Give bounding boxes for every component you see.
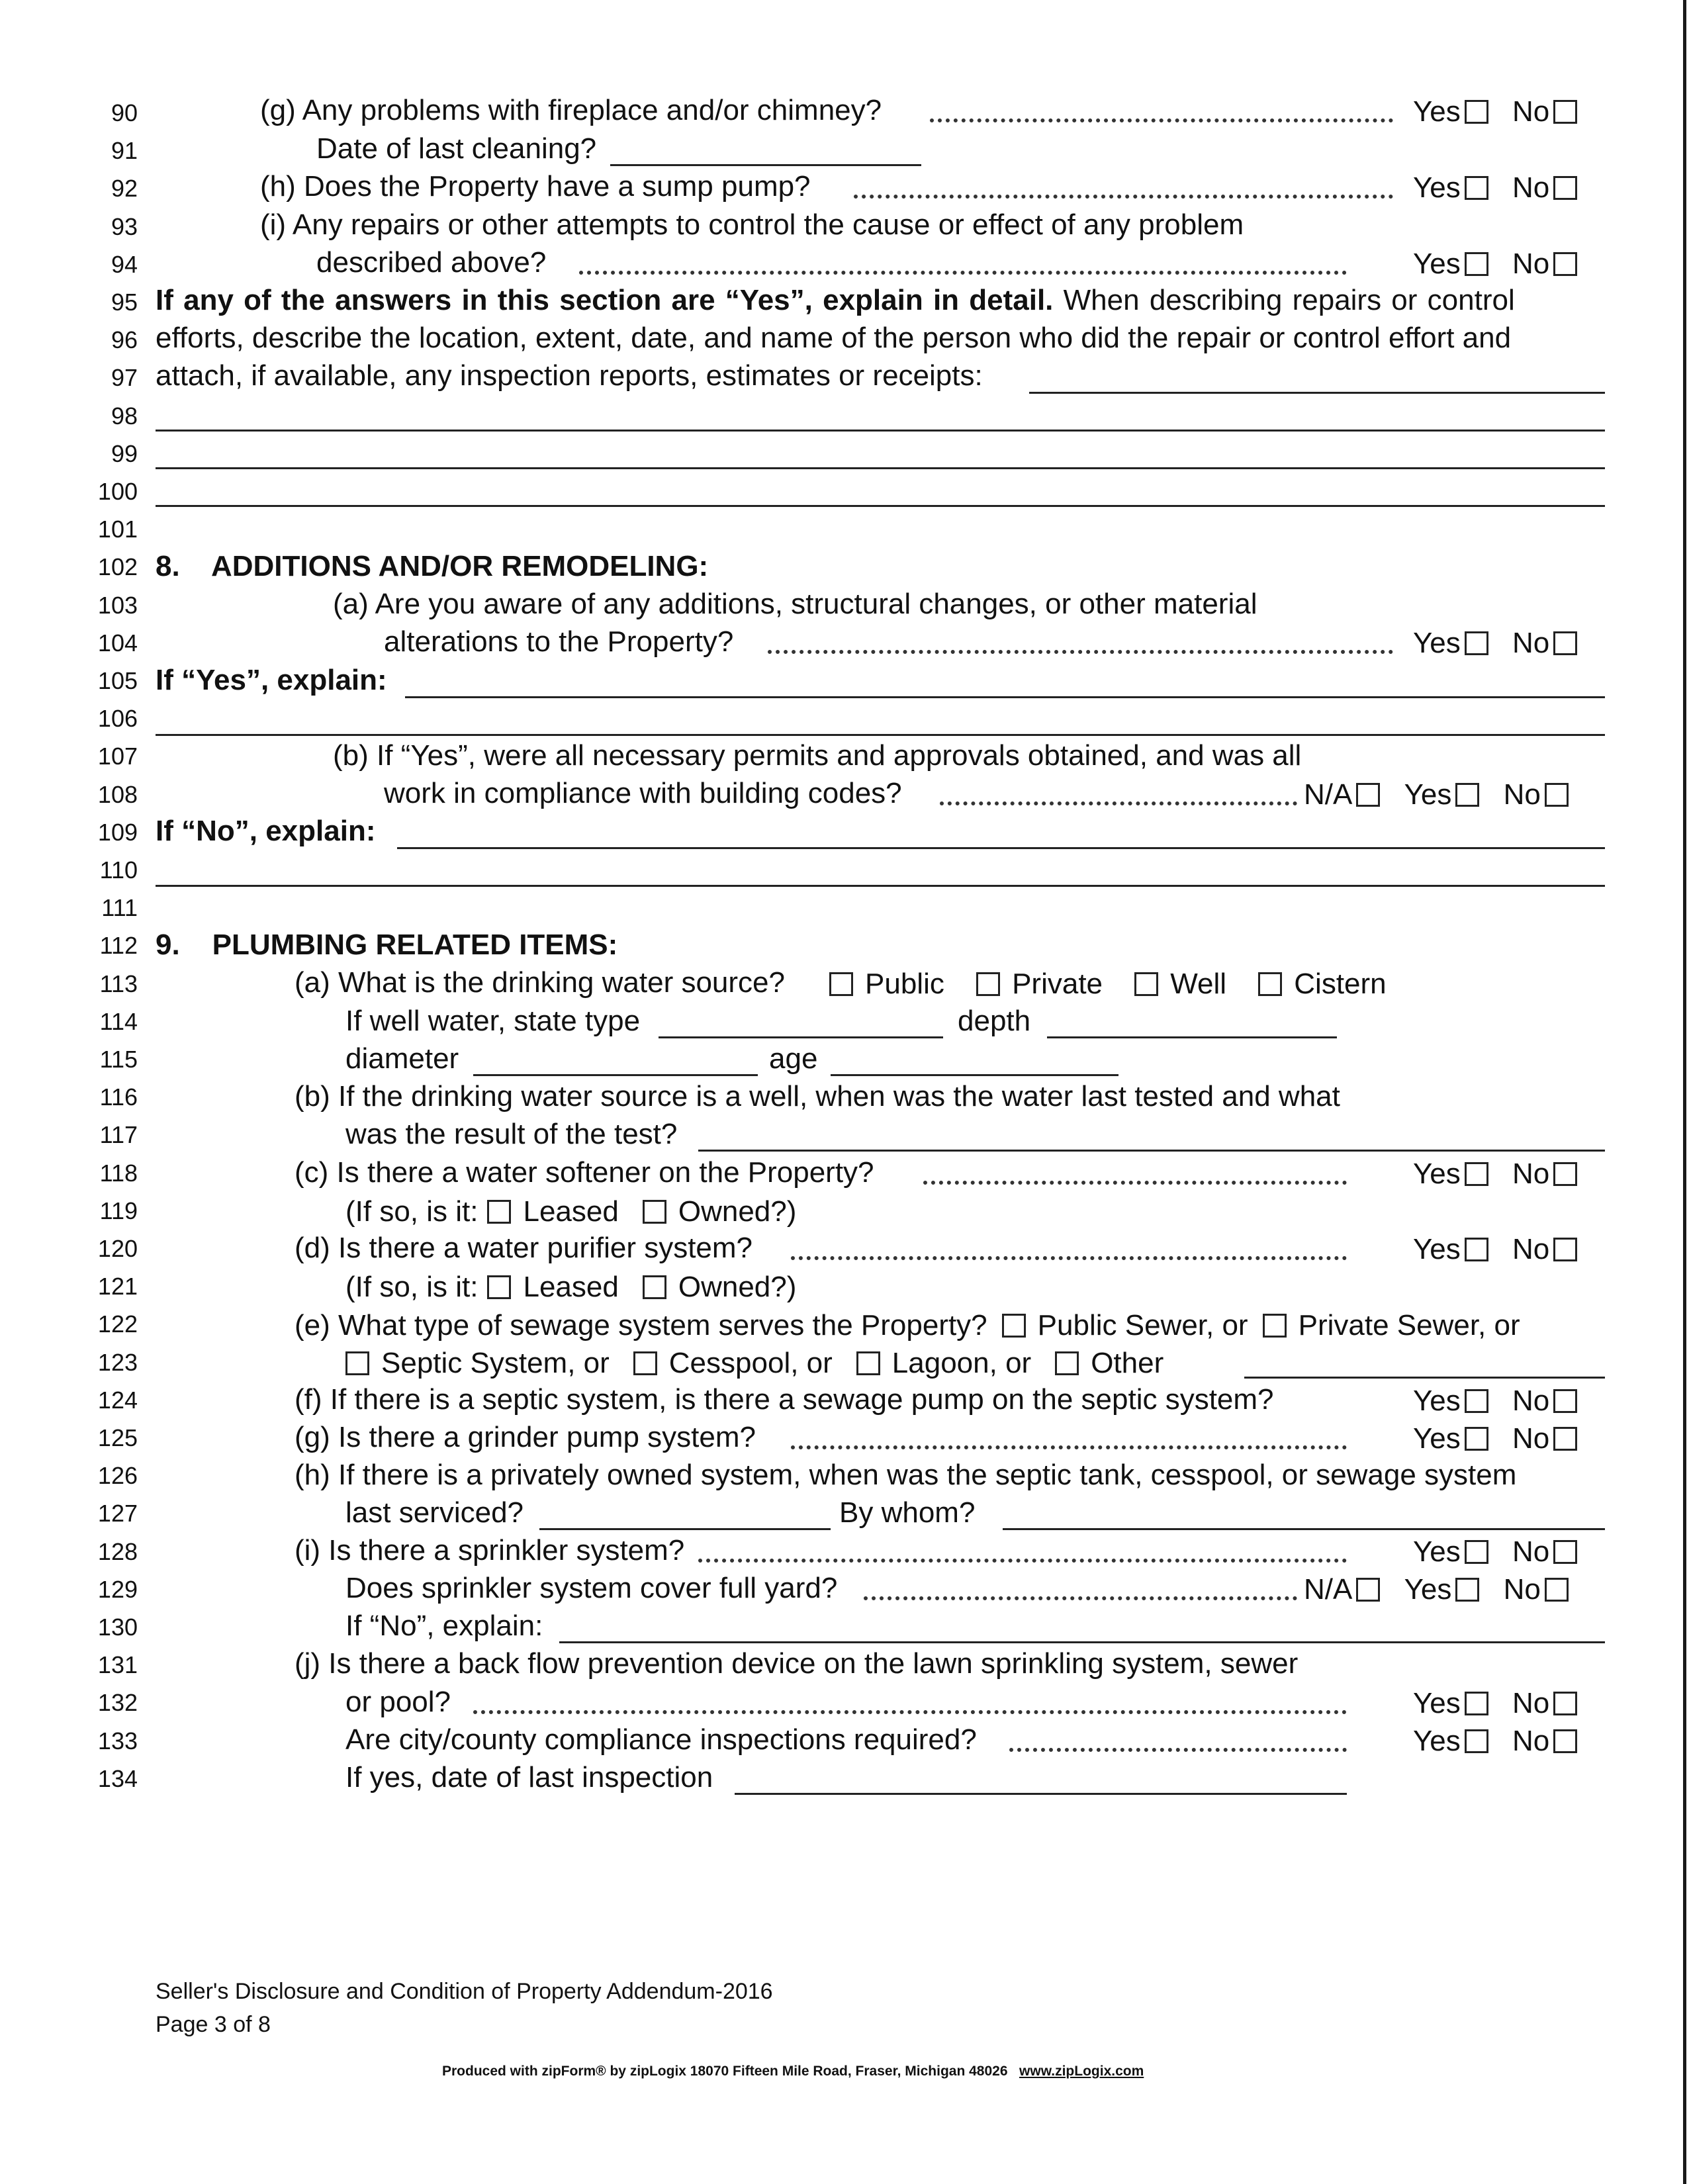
- well-water-checkbox[interactable]: [1134, 972, 1158, 996]
- yes-checkbox[interactable]: [1465, 1427, 1488, 1451]
- other-sewage-field[interactable]: [1244, 1377, 1605, 1379]
- no-label: No: [1512, 627, 1550, 660]
- q9f-yes-no: [1413, 1383, 1581, 1418]
- line-number: 108: [97, 780, 138, 808]
- yes-label: Yes: [1413, 1422, 1461, 1455]
- footer-produced-by: [442, 2064, 1144, 2079]
- q9e-row2: [345, 1345, 1187, 1380]
- no-checkbox[interactable]: [1553, 1389, 1577, 1413]
- q7g-yes-no: [1413, 94, 1581, 128]
- q9g-text: (g) Is there a grinder pump system?: [295, 1421, 756, 1453]
- well-age-field[interactable]: [831, 1074, 1118, 1076]
- q8a-explain-field[interactable]: [405, 696, 1605, 698]
- yes-label: Yes: [1413, 248, 1461, 281]
- q7h-yes-no: [1413, 170, 1581, 205]
- q8a-text-cont: alterations to the Property?: [384, 625, 734, 658]
- na-label: N/A: [1304, 778, 1353, 811]
- sec7-explain-field-line[interactable]: [156, 505, 1605, 507]
- well-diameter-field[interactable]: [473, 1074, 758, 1076]
- q9a-text: (a) What is the drinking water source?: [295, 966, 785, 999]
- line-number: 121: [97, 1273, 138, 1300]
- line-number: 133: [97, 1727, 138, 1754]
- no-checkbox[interactable]: [1553, 1540, 1577, 1564]
- q9j-last-inspection-label: If yes, date of last inspection: [345, 1761, 713, 1794]
- yes-checkbox[interactable]: [1455, 1578, 1479, 1602]
- no-label: No: [1512, 1385, 1550, 1418]
- yes-label: Yes: [1413, 1535, 1461, 1569]
- leader-dots: [930, 114, 1393, 122]
- q8b-na-yes-no: [1304, 777, 1573, 811]
- no-checkbox[interactable]: [1553, 252, 1577, 276]
- q8a-explain-label: If “Yes”, explain:: [156, 664, 387, 696]
- well-water-label: Well: [1170, 968, 1227, 1001]
- line-number: 91: [111, 137, 138, 165]
- line-number: 110: [99, 856, 138, 884]
- section-9-heading: 9. PLUMBING RELATED ITEMS:: [156, 929, 618, 961]
- no-label: No: [1512, 1535, 1550, 1569]
- other-sewage-label: Other: [1091, 1347, 1164, 1380]
- yes-checkbox[interactable]: [1465, 1540, 1488, 1564]
- q8a-explain-field-line[interactable]: [156, 734, 1605, 736]
- explain-instruction-bold: If any of the answers in this section are “Yes”, explain in detail.: [156, 284, 1054, 316]
- private-sewer-label: Private Sewer, or: [1298, 1309, 1520, 1342]
- yes-label: Yes: [1413, 1725, 1461, 1758]
- explain-instruction: [156, 284, 1605, 317]
- no-label: No: [1512, 1422, 1550, 1455]
- no-label: No: [1512, 1233, 1550, 1266]
- q8b-explain-label: If “No”, explain:: [156, 815, 376, 847]
- leader-dots: [864, 1592, 1297, 1600]
- explain-instruction-line3: attach, if available, any inspection reports, estimates or receipts:: [156, 359, 983, 392]
- cesspool-checkbox[interactable]: [633, 1351, 657, 1375]
- q9h-text-cont: last serviced?: [345, 1496, 524, 1529]
- line-number: 96: [111, 326, 138, 354]
- q7i-yes-no: [1413, 246, 1581, 281]
- no-label: No: [1512, 248, 1550, 281]
- no-checkbox[interactable]: [1553, 100, 1577, 124]
- yes-label: Yes: [1413, 1233, 1461, 1266]
- q8b-explain-field-line[interactable]: [156, 885, 1605, 887]
- footer-page-number: Page 3 of 8: [156, 2012, 271, 2037]
- serviced-by-field[interactable]: [1003, 1528, 1605, 1530]
- q9b-text-cont: was the result of the test?: [345, 1118, 678, 1150]
- q9b-text: (b) If the drinking water source is a well, when was the water last tested and what: [295, 1080, 1340, 1113]
- q7h-text: (h) Does the Property have a sump pump?: [260, 170, 811, 203]
- by-whom-label: By whom?: [839, 1496, 976, 1529]
- line-number: 98: [111, 402, 138, 430]
- line-number: 116: [99, 1083, 138, 1111]
- line-number: 113: [99, 970, 138, 997]
- line-number: 95: [111, 289, 138, 316]
- no-checkbox[interactable]: [1545, 1578, 1569, 1602]
- cesspool-label: Cesspool, or: [668, 1347, 833, 1380]
- line-number: 126: [97, 1462, 138, 1490]
- q9c-text: (c) Is there a water softener on the Property?: [295, 1156, 874, 1189]
- q8a-yes-no: [1413, 625, 1581, 660]
- q9d-yes-no: [1413, 1232, 1581, 1266]
- fireplace-cleaning-date-field[interactable]: [610, 164, 921, 166]
- sprinkler-explain-field[interactable]: [559, 1641, 1605, 1643]
- na-checkbox[interactable]: [1356, 1578, 1380, 1602]
- na-checkbox[interactable]: [1356, 783, 1380, 807]
- q9j-text-cont: or pool?: [345, 1686, 451, 1718]
- line-number: 119: [99, 1197, 138, 1224]
- section-8-heading: 8. ADDITIONS AND/OR REMODELING:: [156, 550, 709, 582]
- well-type-field[interactable]: [659, 1036, 943, 1038]
- explain-instruction-rest: When describing repairs or control: [1053, 284, 1515, 316]
- line-number: 102: [97, 553, 138, 581]
- q7g-date-label: Date of last cleaning?: [316, 132, 597, 165]
- yes-checkbox[interactable]: [1465, 252, 1488, 276]
- purifier-ownership-options: [345, 1269, 820, 1304]
- last-inspection-date-field[interactable]: [735, 1793, 1347, 1795]
- q9i-yes-no: [1413, 1534, 1581, 1569]
- yes-label: Yes: [1413, 1158, 1461, 1191]
- q9j-text: (j) Is there a back flow prevention device on the lawn sprinkling system, sewer: [295, 1647, 1299, 1680]
- line-number: 124: [97, 1386, 138, 1414]
- ownership-prefix: (If so, is it:: [345, 1271, 479, 1304]
- septic-label: Septic System, or: [381, 1347, 610, 1380]
- line-number: 114: [99, 1007, 138, 1035]
- private-water-checkbox[interactable]: [976, 972, 1000, 996]
- line-number: 130: [97, 1614, 138, 1641]
- public-water-label: Public: [865, 968, 944, 1001]
- line-number: 109: [97, 818, 138, 846]
- leader-dots: [791, 1252, 1347, 1260]
- line-number: 101: [97, 516, 138, 543]
- line-number: 92: [111, 175, 138, 203]
- purifier-owned-checkbox[interactable]: [643, 1275, 666, 1299]
- line-number: 117: [99, 1121, 138, 1149]
- no-label: No: [1512, 1687, 1550, 1720]
- softener-leased-checkbox[interactable]: [487, 1200, 511, 1224]
- well-age-label: age: [769, 1042, 818, 1075]
- q7i-text: (i) Any repairs or other attempts to control the cause or effect of any problem: [260, 208, 1244, 241]
- leader-dots: [768, 646, 1393, 654]
- leader-dots: [791, 1441, 1347, 1449]
- leader-dots: [1009, 1744, 1347, 1752]
- yes-checkbox[interactable]: [1455, 783, 1479, 807]
- sec7-explain-field-line[interactable]: [156, 467, 1605, 469]
- yes-label: Yes: [1404, 778, 1452, 811]
- line-number: 118: [99, 1159, 138, 1187]
- line-number: 111: [101, 894, 138, 922]
- yes-checkbox[interactable]: [1465, 1729, 1488, 1753]
- water-test-result-field[interactable]: [698, 1150, 1605, 1152]
- ownership-prefix: (If so, is it:: [345, 1195, 479, 1228]
- line-number: 93: [111, 212, 138, 240]
- q8b-text-cont: work in compliance with building codes?: [384, 777, 902, 809]
- line-number: 99: [111, 439, 138, 467]
- no-checkbox[interactable]: [1553, 176, 1577, 200]
- line-number: 125: [97, 1424, 138, 1451]
- q9d-text: (d) Is there a water purifier system?: [295, 1232, 753, 1264]
- q9f-text: (f) If there is a septic system, is there a sewage pump on the septic system?: [295, 1383, 1274, 1416]
- q9i-coverage-na-yes-no: [1304, 1572, 1573, 1606]
- line-number: 128: [97, 1537, 138, 1565]
- yes-checkbox[interactable]: [1465, 176, 1488, 200]
- softener-owned-checkbox[interactable]: [643, 1200, 666, 1224]
- cistern-water-checkbox[interactable]: [1258, 972, 1282, 996]
- sec7-explain-field-line[interactable]: [156, 430, 1605, 432]
- q8a-text: (a) Are you aware of any additions, structural changes, or other material: [333, 588, 1257, 620]
- q8b-text: (b) If “Yes”, were all necessary permits and approvals obtained, and was all: [333, 739, 1302, 772]
- no-label: No: [1512, 1158, 1550, 1191]
- line-number: 115: [99, 1046, 138, 1073]
- leader-dots: [940, 797, 1297, 805]
- no-checkbox[interactable]: [1553, 1162, 1577, 1186]
- explain-instruction-line2: efforts, describe the location, extent, date, and name of the person who did the repair or control effort and: [156, 322, 1512, 354]
- yes-checkbox[interactable]: [1465, 631, 1488, 655]
- line-number: 94: [111, 250, 138, 278]
- line-number: 103: [97, 591, 138, 619]
- well-depth-field[interactable]: [1047, 1036, 1337, 1038]
- q9e-text: (e) What type of sewage system serves the Property?: [295, 1309, 987, 1342]
- no-checkbox[interactable]: [1553, 1427, 1577, 1451]
- q7i-text-cont: described above?: [316, 246, 547, 279]
- q9g-yes-no: [1413, 1421, 1581, 1455]
- no-label: No: [1512, 95, 1550, 128]
- no-checkbox[interactable]: [1545, 783, 1569, 807]
- last-serviced-field[interactable]: [539, 1528, 831, 1530]
- line-number: 97: [111, 364, 138, 392]
- line-number: 134: [97, 1764, 138, 1792]
- line-number: 105: [97, 667, 138, 694]
- line-number: 123: [97, 1348, 138, 1376]
- yes-checkbox[interactable]: [1465, 1692, 1488, 1715]
- line-number: 107: [97, 743, 138, 770]
- private-water-label: Private: [1012, 968, 1103, 1001]
- q9j-yes-no: [1413, 1686, 1581, 1720]
- yes-label: Yes: [1413, 171, 1461, 205]
- produced-by-text: Produced with zipForm® by zipLogix 18070 Fifteen Mile Road, Fraser, Michigan 48026: [442, 2064, 1008, 2079]
- q8b-explain-field[interactable]: [397, 847, 1605, 849]
- owned-label: Owned?): [678, 1195, 797, 1228]
- well-depth-label: depth: [958, 1005, 1031, 1037]
- no-label: No: [1503, 778, 1541, 811]
- public-sewer-label: Public Sewer, or: [1037, 1309, 1248, 1342]
- line-number: 127: [97, 1500, 138, 1527]
- well-type-label: If well water, state type: [345, 1005, 641, 1037]
- q9c-yes-no: [1413, 1156, 1581, 1191]
- page-edge: [1683, 0, 1686, 2184]
- leased-label: Leased: [523, 1195, 619, 1228]
- line-number: 100: [97, 478, 138, 505]
- footer-form-title: Seller's Disclosure and Condition of Property Addendum-2016: [156, 1979, 773, 2004]
- q9e-row1: [295, 1308, 1520, 1342]
- leader-dots: [854, 191, 1393, 199]
- line-number: 112: [99, 932, 138, 960]
- cistern-water-label: Cistern: [1294, 968, 1387, 1001]
- water-source-options: [829, 966, 1410, 1001]
- no-checkbox[interactable]: [1553, 1692, 1577, 1715]
- yes-checkbox[interactable]: [1465, 100, 1488, 124]
- sec7-explain-field[interactable]: [1029, 392, 1605, 394]
- leader-dots: [579, 267, 1347, 275]
- line-number: 122: [97, 1310, 138, 1338]
- q9j-inspection-yes-no: [1413, 1723, 1581, 1758]
- leased-label: Leased: [523, 1271, 619, 1304]
- yes-checkbox[interactable]: [1465, 1238, 1488, 1261]
- well-diameter-label: diameter: [345, 1042, 459, 1075]
- lagoon-checkbox[interactable]: [856, 1351, 880, 1375]
- softener-ownership-options: [345, 1194, 820, 1228]
- no-checkbox[interactable]: [1553, 1729, 1577, 1753]
- private-sewer-checkbox[interactable]: [1263, 1314, 1287, 1338]
- public-water-checkbox[interactable]: [829, 972, 853, 996]
- public-sewer-checkbox[interactable]: [1002, 1314, 1026, 1338]
- purifier-leased-checkbox[interactable]: [487, 1275, 511, 1299]
- line-number: 106: [97, 705, 138, 733]
- q9i-explain-label: If “No”, explain:: [345, 1610, 543, 1642]
- q9i-text: (i) Is there a sprinkler system?: [295, 1534, 685, 1567]
- na-label: N/A: [1304, 1573, 1353, 1606]
- no-label: No: [1512, 171, 1550, 205]
- yes-checkbox[interactable]: [1465, 1389, 1488, 1413]
- yes-checkbox[interactable]: [1465, 1162, 1488, 1186]
- septic-checkbox[interactable]: [345, 1351, 369, 1375]
- line-number: 129: [97, 1575, 138, 1603]
- other-sewage-checkbox[interactable]: [1055, 1351, 1079, 1375]
- line-number: 90: [111, 99, 138, 126]
- owned-label: Owned?): [678, 1271, 797, 1304]
- line-number: 120: [97, 1235, 138, 1262]
- yes-label: Yes: [1404, 1573, 1452, 1606]
- leader-dots: [473, 1706, 1347, 1714]
- yes-label: Yes: [1413, 95, 1461, 128]
- yes-label: Yes: [1413, 627, 1461, 660]
- q9h-text: (h) If there is a privately owned system, when was the septic tank, cesspool, or sewage system: [295, 1459, 1517, 1491]
- lagoon-label: Lagoon, or: [891, 1347, 1032, 1380]
- yes-label: Yes: [1413, 1687, 1461, 1720]
- leader-dots: [923, 1177, 1347, 1185]
- line-number: 131: [97, 1651, 138, 1679]
- line-number: 104: [97, 629, 138, 657]
- leader-dots: [698, 1555, 1347, 1563]
- ziplogix-link[interactable]: www.zipLogix.com: [1019, 2064, 1144, 2079]
- q9j-inspection-text: Are city/county compliance inspections required?: [345, 1723, 977, 1756]
- q7g-text: (g) Any problems with fireplace and/or chimney?: [260, 94, 882, 126]
- q9i-coverage-text: Does sprinkler system cover full yard?: [345, 1572, 838, 1604]
- yes-label: Yes: [1413, 1385, 1461, 1418]
- no-label: No: [1503, 1573, 1541, 1606]
- no-label: No: [1512, 1725, 1550, 1758]
- no-checkbox[interactable]: [1553, 1238, 1577, 1261]
- line-number: 132: [97, 1689, 138, 1717]
- no-checkbox[interactable]: [1553, 631, 1577, 655]
